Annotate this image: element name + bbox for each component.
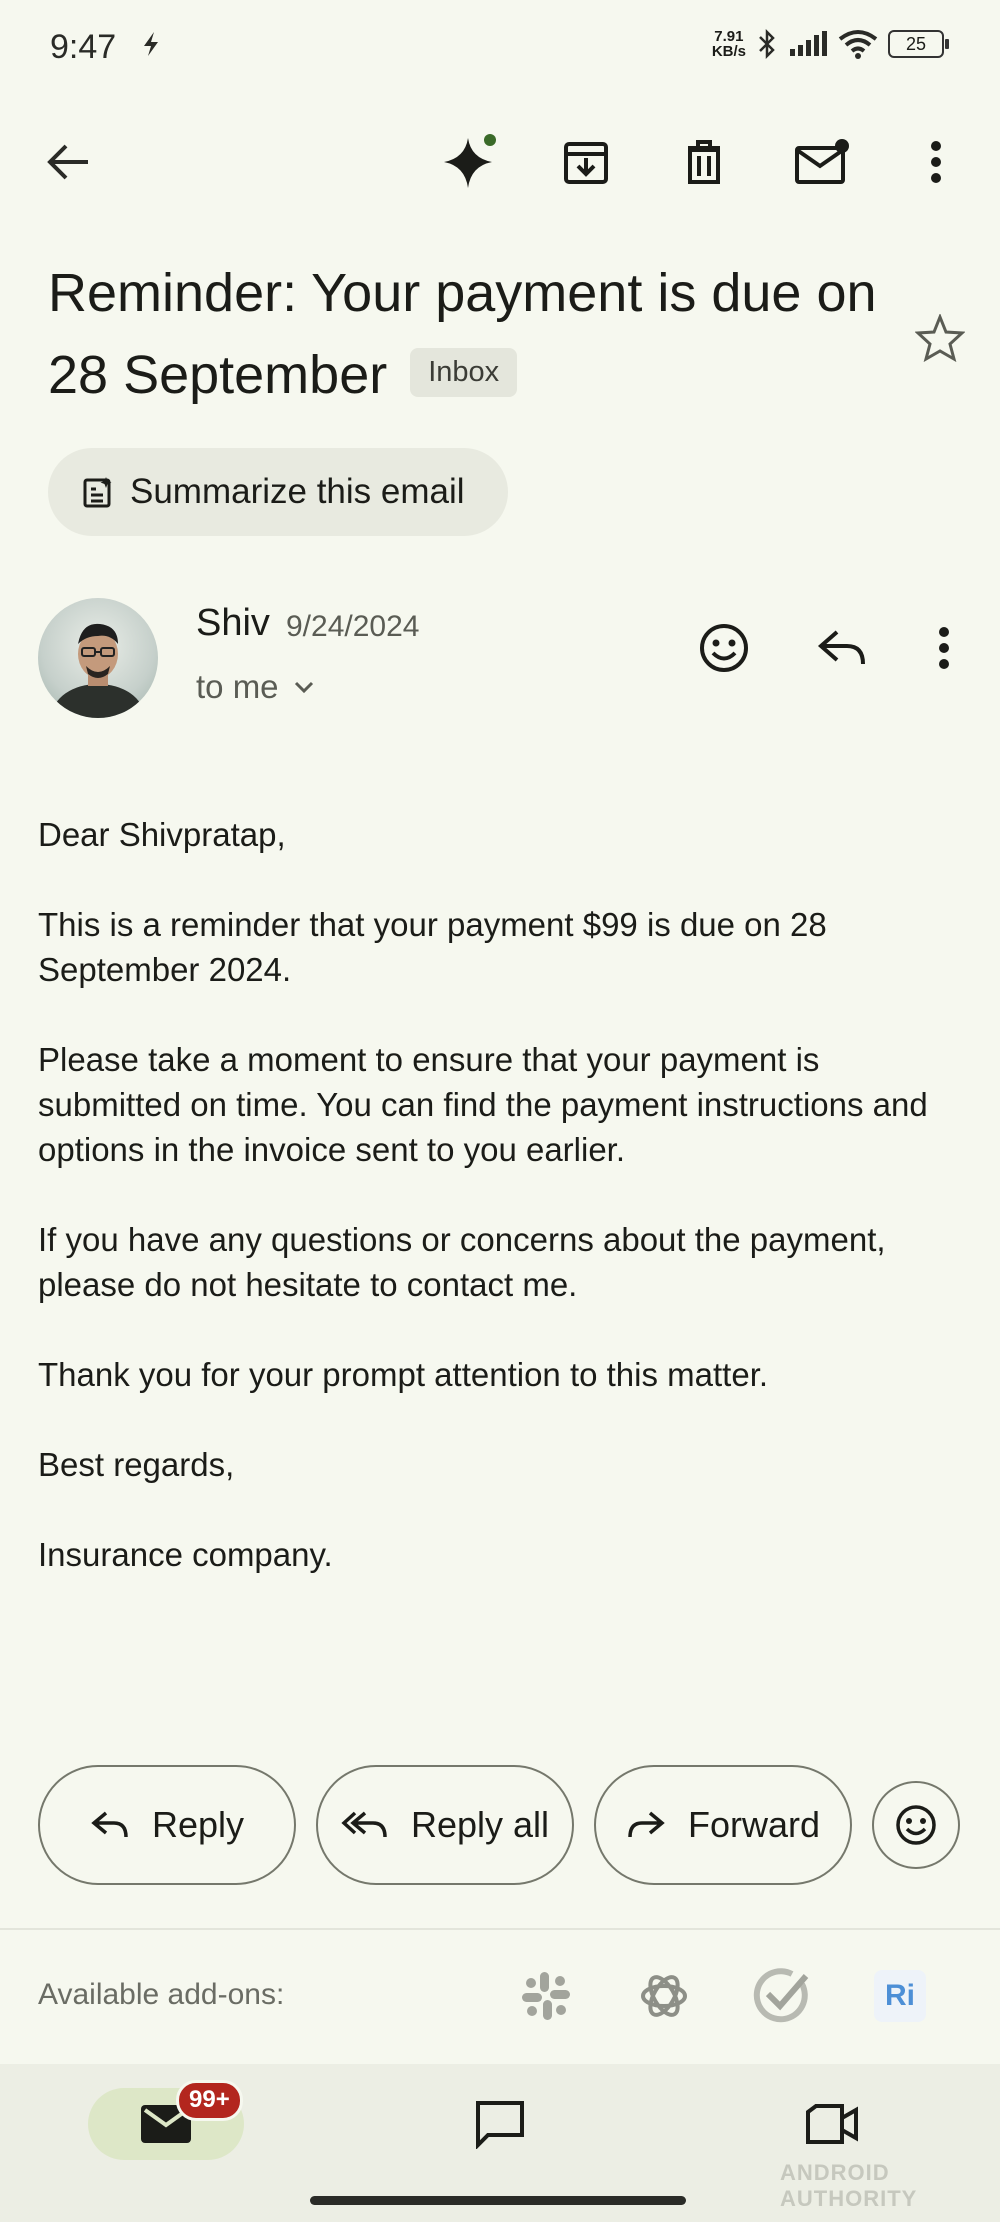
email-body [38, 812, 968, 1622]
body-paragraph: Please take a moment to ensure that your payment is submitted on time. You can find the payment instructions and options in the invoice sent to you earlier. [38, 1041, 928, 1168]
watermark: ANDROID AUTHORITY [780, 2160, 918, 2211]
mark-unread-icon[interactable] [790, 130, 854, 194]
smiley-icon [894, 1803, 938, 1847]
react-emoji-button[interactable] [872, 1781, 960, 1869]
body-paragraph: If you have any questions or concerns about the payment, please do not hesitate to contact me. [38, 1221, 886, 1303]
reply-all-button[interactable] [316, 1765, 574, 1885]
checkmark-icon[interactable] [750, 1964, 814, 2028]
bluetooth-icon [756, 28, 778, 60]
subject-text: Reminder: Your payment is due on 28 September [48, 263, 877, 405]
reply-icon [90, 1809, 130, 1841]
ri-text: Ri [874, 1970, 926, 2022]
forward-icon [626, 1809, 666, 1841]
message-more-icon[interactable] [912, 616, 976, 680]
back-arrow-icon[interactable] [36, 130, 100, 194]
body-paragraph: Thank you for your prompt attention to this matter. [38, 1356, 769, 1393]
openai-icon[interactable] [632, 1964, 696, 2028]
forward-button[interactable] [594, 1765, 852, 1885]
star-icon[interactable] [908, 306, 972, 370]
summarize-icon [82, 475, 114, 509]
home-indicator[interactable] [310, 2196, 686, 2205]
slack-icon[interactable] [514, 1964, 578, 2028]
body-paragraph: Insurance company. [38, 1536, 333, 1573]
net-speed: 7.91 KB/s [711, 28, 746, 60]
gemini-sparkle-icon[interactable] [438, 130, 502, 194]
sender-avatar[interactable] [38, 598, 158, 718]
addons-label: Available add-ons: [38, 1978, 285, 2011]
battery-indicator: 25 [888, 30, 944, 58]
reply-all-icon [341, 1809, 389, 1841]
divider [0, 1928, 1000, 1930]
status-time: 9:47 [50, 28, 117, 66]
sender-name: Shiv [196, 602, 270, 644]
reply-button[interactable] [38, 1765, 296, 1885]
delete-icon[interactable] [672, 130, 736, 194]
reply-icon[interactable] [810, 616, 874, 680]
wifi-icon [838, 29, 878, 59]
archive-icon[interactable] [554, 130, 618, 194]
more-options-icon[interactable] [904, 130, 968, 194]
chevron-down-icon [293, 680, 315, 694]
body-paragraph: Best regards, [38, 1446, 235, 1483]
signal-icon [788, 31, 828, 57]
reply-label: Reply [151, 1804, 245, 1845]
body-paragraph: Dear Shivpratap, [38, 816, 286, 853]
summarize-email-button[interactable] [48, 448, 508, 536]
inbox-label-badge[interactable]: Inbox [410, 348, 517, 397]
flash-icon [140, 30, 162, 66]
nav-chat-icon[interactable] [468, 2092, 532, 2156]
forward-label: Forward [687, 1804, 821, 1845]
add-reaction-icon[interactable] [692, 616, 756, 680]
reply-all-label: Reply all [410, 1804, 550, 1845]
email-date: 9/24/2024 [286, 610, 420, 643]
ri-icon[interactable] [868, 1964, 932, 2028]
body-paragraph: This is a reminder that your payment $99 is due on 28 September 2024. [38, 906, 827, 988]
summarize-label: Summarize this email [130, 472, 465, 511]
recipient-details-toggle[interactable] [196, 668, 315, 706]
nav-meet-icon[interactable] [800, 2092, 864, 2156]
recipient-label: to me [196, 668, 279, 705]
unread-count-badge: 99+ [176, 2080, 243, 2121]
email-subject [48, 252, 908, 416]
status-icons [712, 28, 944, 60]
